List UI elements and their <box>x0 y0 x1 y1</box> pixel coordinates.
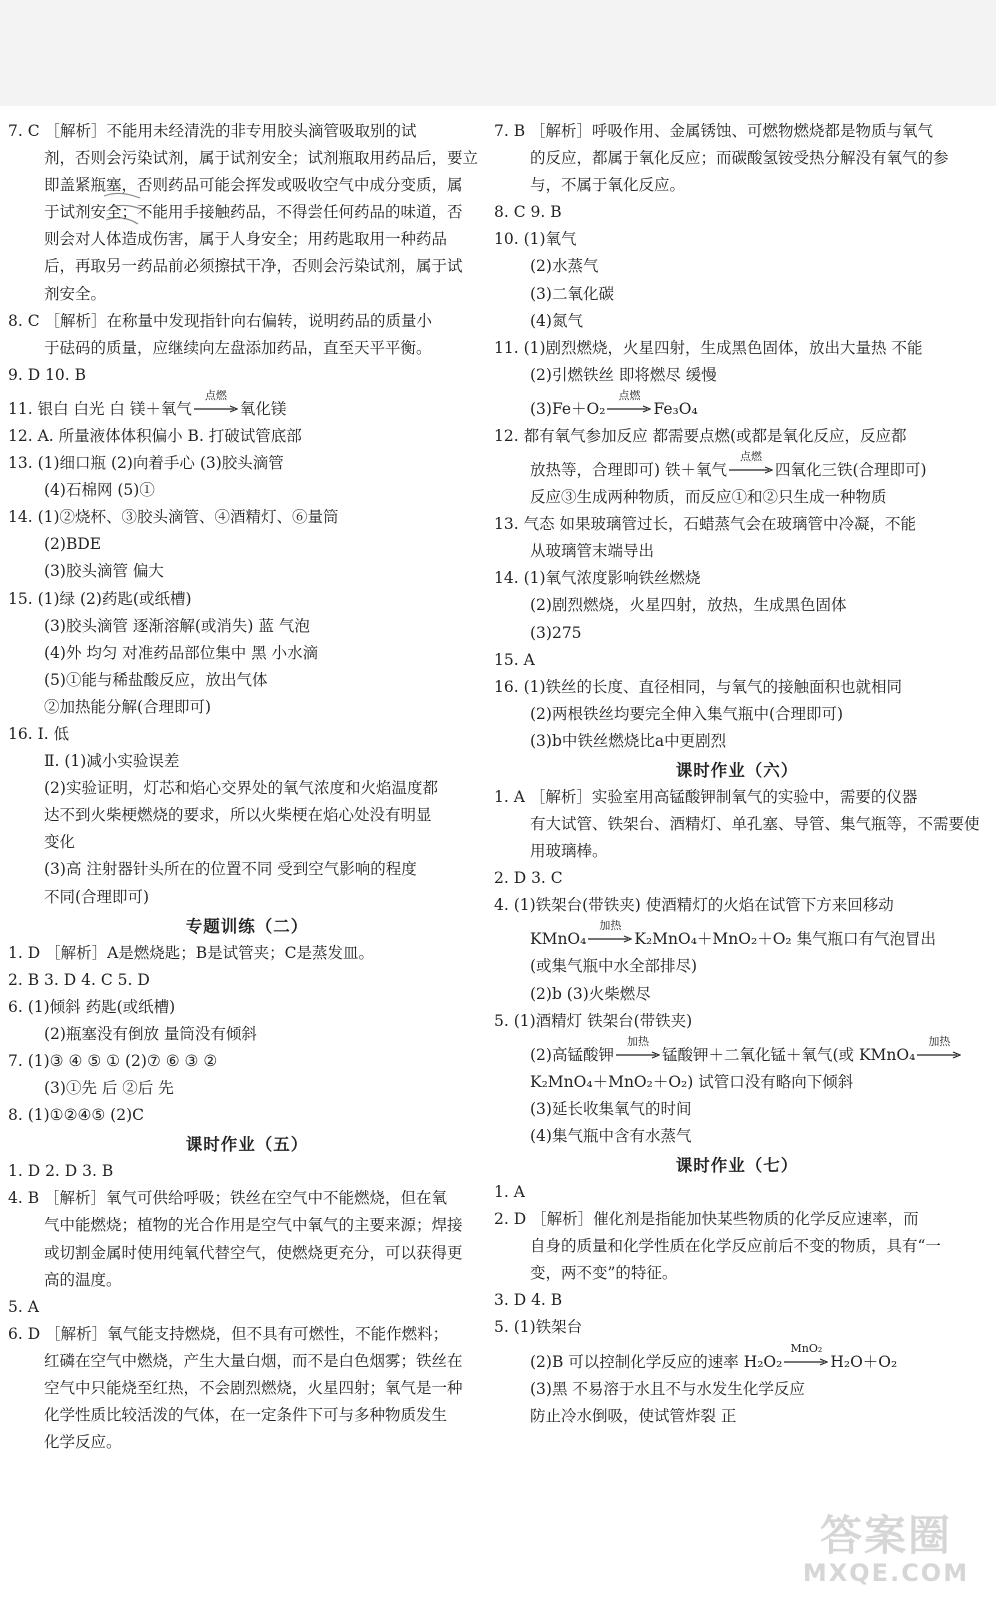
answer-line: 不同(合理即可) <box>44 887 150 906</box>
answer-line: 8. C 9. B <box>494 203 562 222</box>
answer-line: (4)外 均匀 对准药品部位集中 黑 小水滴 <box>44 643 319 662</box>
answer-line: 剂安全。 <box>44 284 107 303</box>
reaction-condition: 加热 <box>928 1034 951 1048</box>
answer-line: 高的温度。 <box>44 1270 122 1289</box>
reaction-condition: 点燃 <box>204 388 227 402</box>
answer-line: 剂，否则会污染试剂，属于试剂安全；试剂瓶取用药品后，要立 <box>44 149 479 168</box>
answer-line: 用玻璃棒。 <box>530 842 608 861</box>
answer-line: 10. (1)氧气 <box>494 230 577 249</box>
answer-line: 14. (1)氧气浓度影响铁丝燃烧 <box>494 569 701 588</box>
answer-line: 的反应，都属于氧化反应；而碳酸氢铵受热分解没有氧气的参 <box>530 149 949 168</box>
top-margin <box>0 0 996 106</box>
answer-line: 15. A <box>494 650 535 669</box>
equation-text: 锰酸钾＋二氧化锰＋氧气(或 KMnO₄ <box>661 1045 916 1064</box>
answer-line: (3)黑 不易溶于水且不与水发生化学反应 <box>530 1379 805 1398</box>
equation-text: (2)高锰酸钾 <box>530 1045 614 1064</box>
answer-line: ②加热能分解(合理即可) <box>44 697 212 716</box>
answer-line: 6. D ［解析］氧气能支持燃烧，但不具有可燃性，不能作燃料； <box>8 1324 449 1343</box>
equation-line <box>494 389 980 423</box>
right-column <box>494 118 980 1430</box>
equation-line <box>494 919 980 953</box>
equation-text: 放热等，合理即可) 铁＋氧气 <box>530 461 727 480</box>
section-heading: 专题训练（二） <box>185 916 309 936</box>
answer-line: 则会对人体造成伤害，属于人身安全；用药匙取用一种药品 <box>44 230 448 249</box>
arrow-icon <box>616 1050 660 1060</box>
answer-line: (3)①先 后 ②后 先 <box>44 1079 174 1098</box>
reaction-condition: 点燃 <box>618 388 641 402</box>
arrow-icon <box>917 1050 961 1060</box>
answer-line: (2)水蒸气 <box>530 257 599 276</box>
answer-line: 即盖紧瓶塞，否则药品可能会挥发或吸收空气中成分变质，属 <box>44 176 463 195</box>
equation-text: 四氧化三铁(合理即可) <box>774 461 927 480</box>
answer-line: 从玻璃管末端导出 <box>530 542 655 561</box>
arrow-icon <box>194 404 238 414</box>
reaction-arrow <box>729 450 773 475</box>
answer-line: Ⅱ. (1)减小实验误差 <box>44 752 180 771</box>
answer-line: 达不到火柴梗燃烧的要求，所以火柴梗在焰心处没有明显 <box>44 806 432 825</box>
answer-line: 15. (1)绿 (2)药匙(或纸槽) <box>8 589 192 608</box>
answer-line: 8. (1)①②④⑤ (2)C <box>8 1106 144 1125</box>
equation-line <box>8 389 486 423</box>
answer-line: 2. B 3. D 4. C 5. D <box>8 970 150 989</box>
answer-line: (2)b (3)火柴燃尽 <box>530 984 651 1003</box>
answer-line: 2. D ［解析］催化剂是指能加快某些物质的化学反应速率，而 <box>494 1210 919 1229</box>
answer-line: 7. B ［解析］呼吸作用、金属锈蚀、可燃物燃烧都是物质与氧气 <box>494 122 934 140</box>
arrow-icon <box>607 404 651 414</box>
answer-line: 2. D 3. C <box>494 869 563 888</box>
answer-line: 4. (1)铁架台(带铁夹) 使酒精灯的火焰在试管下方来回移动 <box>494 896 894 915</box>
equation-text: (2)B 可以控制化学反应的速率 H₂O₂ <box>530 1352 783 1371</box>
answer-line: 变化 <box>44 833 76 852</box>
answer-line: (4)氮气 <box>530 311 583 330</box>
answer-line: 14. (1)②烧杯、③胶头滴管、④酒精灯、⑥量筒 <box>8 508 339 527</box>
answer-line: 1. A ［解析］实验室用高锰酸钾制氧气的实验中，需要的仪器 <box>494 787 918 806</box>
equation-text: H₂O＋O₂ <box>830 1352 898 1371</box>
answer-line: 5. (1)酒精灯 铁架台(带铁夹) <box>494 1011 693 1030</box>
answer-line: (2)引燃铁丝 即将燃尽 缓慢 <box>530 365 717 384</box>
answer-line: 化学性质比较活泼的气体，在一定条件下可与多种物质发生 <box>44 1406 448 1425</box>
answer-line: (3)胶头滴管 偏大 <box>44 562 164 581</box>
answer-line: (4)石棉网 (5)① <box>44 481 155 500</box>
section-heading: 课时作业（六） <box>675 760 799 780</box>
equation-text: Fe₃O₄ <box>653 399 698 418</box>
answer-line: 有大试管、铁架台、酒精灯、单孔塞、导管、集气瓶等，不需要使 <box>530 815 980 834</box>
watermark-url: MXQE.COM <box>802 1559 970 1587</box>
reaction-condition: 加热 <box>599 919 622 933</box>
answer-line: 7. C ［解析］不能用未经清洗的非专用胶头滴管吸取别的试 <box>8 122 417 140</box>
answer-line: 16. Ⅰ. 低 <box>8 724 70 743</box>
answer-line: 气中能燃烧；植物的光合作用是空气中氧气的主要来源；焊接 <box>44 1216 463 1235</box>
reaction-condition: MnO₂ <box>790 1341 823 1355</box>
answer-line: 1. A <box>494 1183 525 1201</box>
answer-line: 12. 都有氧气参加反应 都需要点燃(或都是氧化反应，反应都 <box>494 426 907 445</box>
answer-line: 后，再取另一药品前必须擦拭干净，否则会污染试剂，属于试 <box>44 257 463 276</box>
equation-line <box>494 1035 980 1069</box>
reaction-arrow <box>616 1034 660 1060</box>
answer-line: 12. A. 所量液体体积偏小 B. 打破试管底部 <box>8 426 302 445</box>
answer-line: 11. (1)剧烈燃烧，火星四射，生成黑色固体，放出大量热 不能 <box>494 338 923 357</box>
answer-line: (或集气瓶中水全部排尽) <box>530 957 698 976</box>
section-heading: 课时作业（七） <box>675 1156 799 1175</box>
reaction-arrow <box>588 919 632 944</box>
answer-line: 6. (1)倾斜 药匙(或纸槽) <box>8 997 176 1016</box>
reaction-arrow <box>194 388 238 414</box>
equation-text: 氧化镁 <box>239 399 287 418</box>
answer-line: (3)高 注射器针头所在的位置不同 受到空气影响的程度 <box>44 860 417 879</box>
left-column <box>8 118 486 1456</box>
answer-line: 8. C ［解析］在称量中发现指针向右偏转，说明药品的质量小 <box>8 311 433 330</box>
answer-line: 7. (1)③ ④ ⑤ ① (2)⑦ ⑥ ③ ② <box>8 1052 218 1070</box>
answer-line: K₂MnO₄＋MnO₂＋O₂) 试管口没有略向下倾斜 <box>530 1072 854 1091</box>
answer-line: 1. D ［解析］A是燃烧匙；B是试管夹；C是蒸发皿。 <box>8 943 375 962</box>
equation-line <box>494 450 980 484</box>
answer-line: (2)BDE <box>44 535 102 554</box>
answer-line: (3)275 <box>530 623 582 642</box>
answer-line: 与，不属于氧化反应。 <box>530 176 686 195</box>
equation-text: (3)Fe＋O₂ <box>530 399 606 418</box>
arrow-icon <box>784 1357 828 1367</box>
answer-line: 化学反应。 <box>44 1433 122 1452</box>
arrow-icon <box>588 934 632 944</box>
answer-line: 自身的质量和化学性质在化学反应前后不变的物质，具有“一 <box>530 1237 941 1256</box>
answer-line: 13. 气态 如果玻璃管过长，石蜡蒸气会在玻璃管中冷凝，不能 <box>494 515 917 534</box>
answer-line: (2)剧烈燃烧，火星四射，放热，生成黑色固体 <box>530 596 847 615</box>
equation-text: 11. 银白 白光 白 镁＋氧气 <box>8 399 192 418</box>
reaction-condition: 加热 <box>626 1034 649 1048</box>
answer-line: 变，两不变”的特征。 <box>530 1264 678 1283</box>
answer-line: 1. D 2. D 3. B <box>8 1162 114 1181</box>
reaction-arrow <box>607 388 651 414</box>
answer-line: 于砝码的质量，应继续向左盘添加药品，直至天平平衡。 <box>44 338 432 357</box>
answer-line: 防止冷水倒吸，使试管炸裂 正 <box>530 1406 737 1425</box>
arrow-icon <box>729 465 773 475</box>
answer-line: (3)胶头滴管 逐渐溶解(或消失) 蓝 气泡 <box>44 616 310 635</box>
answer-line: 或切割金属时使用纯氧代替空气，使燃烧更充分，可以获得更 <box>44 1243 463 1262</box>
answer-line: 于试剂安全；不能用手接触药品，不得尝任何药品的味道，否 <box>44 203 463 222</box>
answer-line: (3)b中铁丝燃烧比a中更剧烈 <box>530 731 727 750</box>
answer-line: (5)①能与稀盐酸反应，放出气体 <box>44 670 268 689</box>
reaction-condition: 点燃 <box>739 450 762 464</box>
answer-line: 3. D 4. B <box>494 1291 563 1310</box>
answer-line: (3)延长收集氧气的时间 <box>530 1099 692 1118</box>
answer-line: (2)瓶塞没有倒放 量筒没有倾斜 <box>44 1024 257 1043</box>
answer-line: 16. (1)铁丝的长度、直径相同，与氧气的接触面积也就相同 <box>494 677 903 696</box>
watermark-logo <box>796 1512 976 1592</box>
answer-line: 反应③生成两种物质，而反应①和②只生成一种物质 <box>530 488 887 507</box>
answer-line: 13. (1)细口瓶 (2)向着手心 (3)胶头滴管 <box>8 454 284 473</box>
answer-line: (4)集气瓶中含有水蒸气 <box>530 1126 692 1145</box>
answer-line: 红磷在空气中燃烧，产生大量白烟，而不是白色烟雾；铁丝在 <box>44 1351 463 1370</box>
answer-line: 9. D 10. B <box>8 365 87 384</box>
answer-line: (2)两根铁丝均要完全伸入集气瓶中(合理即可) <box>530 704 844 723</box>
reaction-arrow <box>917 1034 961 1060</box>
equation-text: KMnO₄ <box>530 930 587 949</box>
answer-line: 5. A <box>8 1297 39 1316</box>
section-heading: 课时作业（五） <box>185 1135 309 1155</box>
answer-line: 空气中只能烧至红热，不会剧烈燃烧，火星四射；氧气是一种 <box>44 1379 463 1398</box>
answer-line: (2)实验证明，灯芯和焰心交界处的氧气浓度和火焰温度都 <box>44 779 438 798</box>
answer-line: (3)二氧化碳 <box>530 284 614 303</box>
answer-line: 5. (1)铁架台 <box>494 1318 583 1337</box>
watermark-title: 答案圈 <box>819 1511 952 1560</box>
equation-text: K₂MnO₄＋MnO₂＋O₂ 集气瓶口有气泡冒出 <box>634 930 937 949</box>
reaction-arrow <box>784 1341 828 1367</box>
answer-line: 4. B ［解析］氧气可供给呼吸；铁丝在空气中不能燃烧，但在氧 <box>8 1189 448 1208</box>
equation-line <box>494 1342 980 1376</box>
